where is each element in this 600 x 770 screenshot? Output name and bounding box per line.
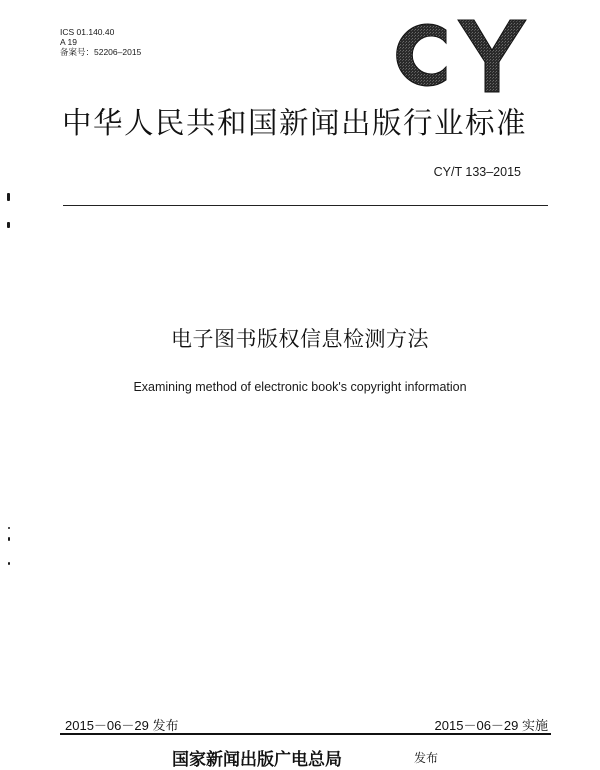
scan-speck (8, 527, 10, 529)
record-number: 备案号：52206–2015 (60, 47, 142, 57)
standard-number: CY/T 133–2015 (433, 165, 521, 179)
issuing-label: 发布 (414, 751, 439, 765)
document-title-chinese: 电子图书版权信息检测方法 (171, 327, 429, 351)
industry-standard-title: 中华人民共和国新闻出版行业标准 (62, 106, 528, 140)
scan-speck (7, 222, 10, 228)
publish-date: 2015－06－29 发布 (65, 718, 179, 733)
document-title-english: Examining method of electronic book's copyright information (133, 380, 467, 394)
scan-speck (7, 193, 10, 201)
top-divider (63, 205, 548, 206)
implement-date: 2015－06－29 实施 (434, 718, 548, 733)
bottom-divider (60, 733, 551, 735)
issuing-authority: 国家新闻出版广电总局 (172, 750, 342, 770)
ics-code: ICS 01.140.40 (60, 27, 115, 37)
scan-speck (8, 562, 10, 565)
cy-logo-icon (382, 14, 532, 96)
scan-speck (8, 537, 10, 541)
classification-code: A 19 (60, 37, 78, 47)
